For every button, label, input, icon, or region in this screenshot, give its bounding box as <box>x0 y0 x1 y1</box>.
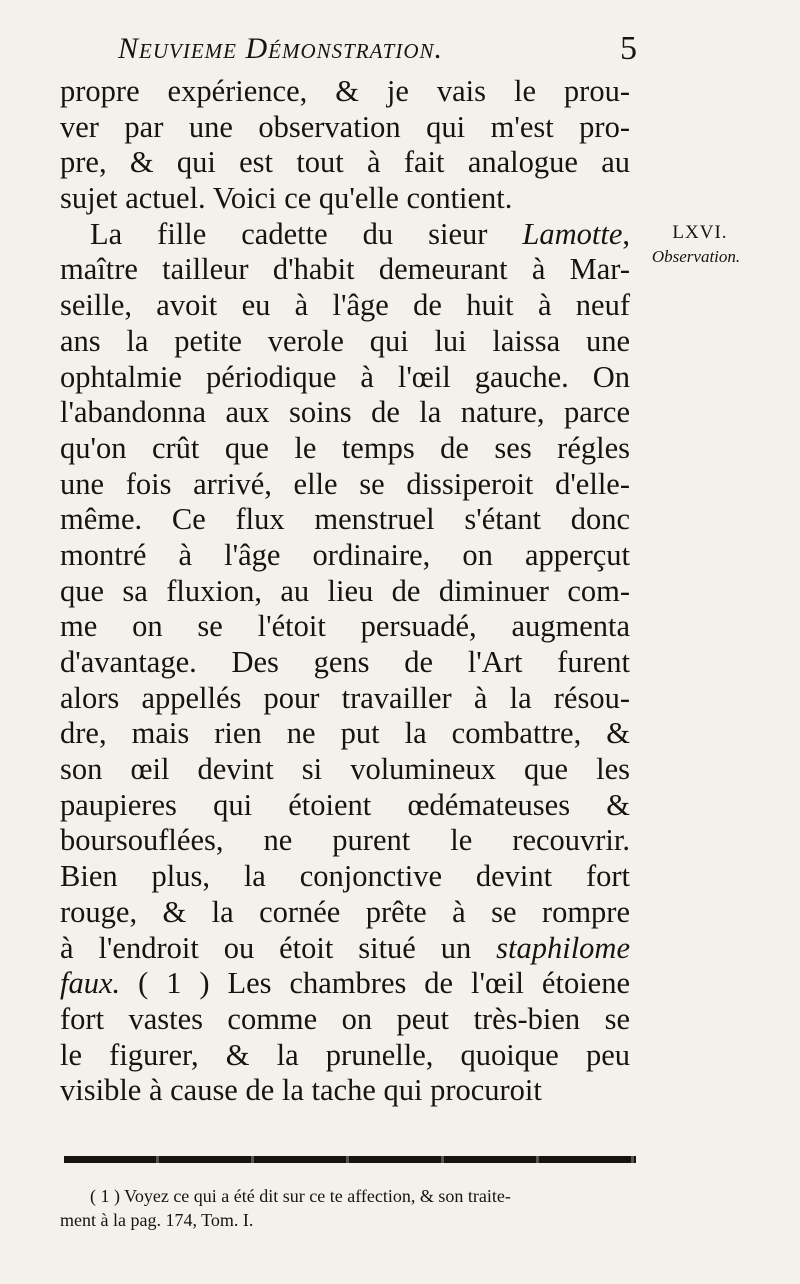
margin-observation-label: Observation. <box>651 247 741 266</box>
text-span: La fille cadette du sieur <box>90 216 523 251</box>
text-span: le figurer, & la prunelle, quoique peu <box>60 1037 630 1072</box>
text-span: paupieres qui étoient œdémateuses & <box>60 787 630 822</box>
text-span: ( 1 ) Les chambres de l'œil étoiene <box>120 966 630 1001</box>
text-line <box>60 609 630 645</box>
text-line <box>60 145 630 181</box>
text-span: , <box>622 216 630 251</box>
text-span: fort vastes comme on peut très-bien se <box>60 1001 630 1036</box>
footnote-line: ment à la pag. 174, Tom. I. <box>60 1210 254 1230</box>
text-span: boursouflées, ne purent le recouvrir. <box>60 823 630 858</box>
text-line <box>60 1002 630 1038</box>
text-line <box>60 823 630 859</box>
text-line <box>60 74 630 110</box>
text-line <box>60 931 630 967</box>
footnote-line: ( 1 ) Voyez ce qui a été dit sur ce te affection, & son traite- <box>90 1186 511 1206</box>
text-line <box>60 1073 630 1109</box>
text-span: son œil devint si volumineux que les <box>60 752 630 787</box>
text-line <box>60 217 630 253</box>
text-span: sujet actuel. Voici ce qu'elle contient. <box>60 181 513 216</box>
text-line <box>60 966 630 1002</box>
text-span: seille, avoit eu à l'âge de huit à neuf <box>60 288 630 323</box>
italic-text: Lamotte <box>522 216 623 251</box>
text-line <box>60 467 630 503</box>
text-line <box>60 110 630 146</box>
text-span: rouge, & la cornée prête à se rompre <box>60 894 630 929</box>
text-span: l'abandonna aux soins de la nature, parce <box>60 395 630 430</box>
text-span: dre, mais rien ne put la combattre, & <box>60 716 630 751</box>
text-span: à l'endroit ou étoit situé un <box>60 930 497 965</box>
text-line <box>60 395 630 431</box>
text-line <box>60 252 630 288</box>
text-line <box>60 895 630 931</box>
text-line <box>60 788 630 824</box>
running-header <box>118 30 638 70</box>
text-span: qu'on crût que le temps de ses régles <box>60 430 630 465</box>
text-span: une fois arrivé, elle se dissiperoit d'elle- <box>60 466 630 501</box>
text-span: ophtalmie périodique à l'œil gauche. On <box>60 359 630 394</box>
text-line <box>60 1038 630 1074</box>
text-line <box>60 538 630 574</box>
text-line <box>60 502 630 538</box>
text-line <box>60 431 630 467</box>
text-span: montré à l'âge ordinaire, on apperçut <box>60 537 630 572</box>
text-line <box>60 681 630 717</box>
footnote <box>60 1184 640 1232</box>
page-number: 5 <box>620 30 638 67</box>
text-span: ver par une observation qui m'est pro- <box>60 109 630 144</box>
text-line <box>60 324 630 360</box>
text-span: d'avantage. Des gens de l'Art furent <box>60 645 630 679</box>
text-span: même. Ce flux menstruel s'étant donc <box>60 502 630 537</box>
text-span: Bien plus, la conjonctive devint fort <box>60 859 630 894</box>
text-line <box>60 574 630 610</box>
text-span: alors appellés pour travailler à la résou- <box>60 680 630 715</box>
text-line <box>60 288 630 324</box>
text-span: visible à cause de la tache qui procuroit <box>60 1073 542 1108</box>
text-span: propre expérience, & je vais le prou- <box>60 74 630 108</box>
italic-text: faux. <box>60 966 121 1001</box>
body-text <box>60 74 630 1109</box>
text-span: me on se l'étoit persuadé, augmenta <box>60 609 630 644</box>
text-line <box>60 645 630 681</box>
footnote-rule <box>64 1156 636 1163</box>
text-span: pre, & qui est tout à fait analogue au <box>60 145 630 180</box>
text-line <box>60 716 630 752</box>
text-span: que sa fluxion, au lieu de diminuer com- <box>60 573 630 608</box>
text-span: ans la petite verole qui lui laissa une <box>60 323 630 358</box>
italic-text: staphilome <box>496 930 630 965</box>
text-line <box>60 859 630 895</box>
text-span: maître tailleur d'habit demeurant à Mar- <box>60 252 630 287</box>
margin-observation-number: LXVI. <box>672 222 728 243</box>
text-line <box>60 360 630 396</box>
text-line <box>60 752 630 788</box>
text-line <box>60 181 630 217</box>
running-title: Neuvieme Démonstration. <box>118 32 444 65</box>
